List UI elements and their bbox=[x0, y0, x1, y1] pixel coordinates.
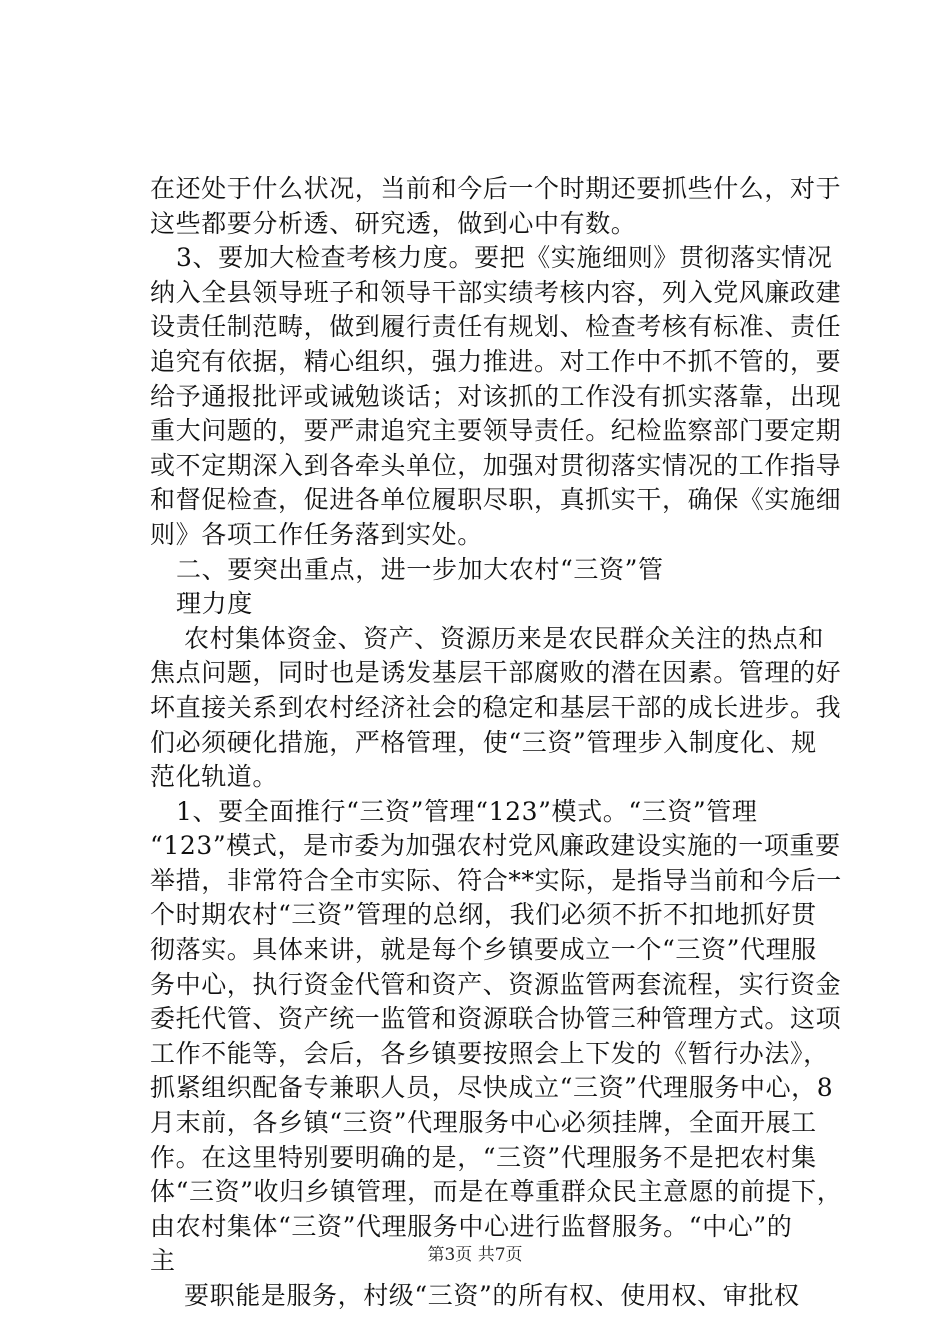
text-line: 在还处于什么状况，当前和今后一个时期还要抓些什么，对于 bbox=[150, 174, 842, 203]
text-line: 追究有依据，精心组织，强力推进。对工作中不抓不管的，要 bbox=[150, 346, 842, 376]
section-heading: 理力度 bbox=[176, 589, 253, 619]
text-line: 月末前，各乡镇“三资”代理服务中心必须挂牌，全面开展工 bbox=[150, 1108, 817, 1138]
text-line: 务中心，执行资金代管和资产、资源监管两套流程，实行资金 bbox=[150, 969, 842, 999]
text-line: 农村集体资金、资产、资源历来是农民群众关注的热点和 bbox=[184, 623, 825, 653]
text-line: 委托代管、资产统一监管和资源联合协管三种管理方式。这项 bbox=[150, 1004, 842, 1034]
text-line: “123”模式，是市委为加强农村党风廉政建设实施的一项重要 bbox=[150, 831, 841, 861]
text-line: 体“三资”收归乡镇管理，而是在尊重群众民主意愿的前提下， bbox=[150, 1177, 843, 1207]
text-line: 由农村集体“三资”代理服务中心进行监督服务。“中心”的 bbox=[150, 1211, 793, 1241]
text-line: 或不定期深入到各牵头单位，加强对贯彻落实情况的工作指导 bbox=[150, 450, 842, 480]
text-line: 范化轨道。 bbox=[150, 762, 279, 792]
text-line: 作。在这里特别要明确的是，“三资”代理服务不是把农村集 bbox=[150, 1142, 817, 1172]
text-line: 彻落实。具体来讲，就是每个乡镇要成立一个“三资”代理服 bbox=[150, 935, 817, 965]
text-line: 要职能是服务，村级“三资”的所有权、使用权、审批权 bbox=[184, 1281, 800, 1310]
text-line: 主 bbox=[150, 1246, 176, 1276]
text-line: 设责任制范畴，做到履行责任有规划、检查考核有标准、责任 bbox=[150, 312, 842, 342]
text-line: 个时期农村“三资”管理的总纲，我们必须不折不扣地抓好贯 bbox=[150, 900, 817, 930]
text-line: 工作不能等，会后，各乡镇要按照会上下发的《暂行办法》， bbox=[150, 1038, 829, 1068]
text-line: 举措，非常符合全市实际、符合**实际，是指导当前和今后一 bbox=[150, 865, 842, 895]
text-line: 3、要加大检查考核力度。要把《实施细则》贯彻落实情况 bbox=[176, 243, 833, 273]
text-line: 和督促检查，促进各单位履职尽职，真抓实干，确保《实施细 bbox=[150, 485, 842, 515]
text-line: 1、要全面推行“三资”管理“123”模式。“三资”管理 bbox=[176, 796, 758, 826]
text-line: 抓紧组织配备专兼职人员，尽快成立“三资”代理服务中心，8 bbox=[150, 1073, 834, 1103]
text-line: 重大问题的，要严肃追究主要领导责任。纪检监察部门要定期 bbox=[150, 416, 842, 446]
text-line: 们必须硬化措施，严格管理，使“三资”管理步入制度化、规 bbox=[150, 727, 817, 757]
page-number: 第3页 共7页 bbox=[427, 1245, 523, 1265]
section-heading: 二、要突出重点，进一步加大农村“三资”管 bbox=[176, 554, 664, 584]
text-line: 坏直接关系到农村经济社会的稳定和基层干部的成长进步。我 bbox=[150, 692, 842, 722]
text-line: 纳入全县领导班子和领导干部实绩考核内容，列入党风廉政建 bbox=[150, 277, 842, 307]
text-line: 这些都要分析透、研究透，做到心中有数。 bbox=[150, 208, 637, 238]
body-text bbox=[150, 172, 843, 1314]
text-line: 给予通报批评或诫勉谈话；对该抓的工作没有抓实落靠，出现 bbox=[150, 381, 842, 411]
text-line: 则》各项工作任务落到实处。 bbox=[150, 519, 483, 549]
text-line: 焦点问题，同时也是诱发基层干部腐败的潜在因素。管理的好 bbox=[150, 658, 842, 688]
